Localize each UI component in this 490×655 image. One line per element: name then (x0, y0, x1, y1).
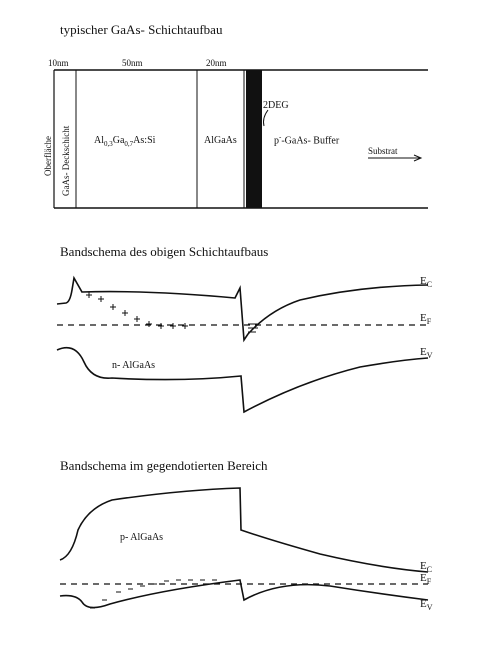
plus-charge (146, 321, 152, 327)
band-p-ec-symbol: E (420, 560, 427, 572)
surface-label: Oberfläche (43, 136, 53, 176)
buffer-layer-label (274, 133, 339, 146)
plus-charge (110, 304, 116, 310)
plus-charge (158, 323, 164, 329)
plus-charge (170, 323, 176, 329)
band-p-ec-subscript: C (426, 565, 433, 575)
substrate-label: Substrat (368, 146, 398, 156)
band-p-ef-label (420, 572, 431, 586)
doped-layer-as-si: As:Si (133, 135, 156, 146)
layer-diagram-title: typischer GaAs- Schichtaufbau (60, 22, 223, 37)
buffer-prefix: p (274, 135, 279, 147)
plus-charge (86, 292, 92, 298)
plus-charge (122, 310, 128, 316)
twodeg-bar (246, 70, 262, 208)
plus-charge (134, 316, 140, 322)
band-n-region-label: n- AlGaAs (112, 360, 156, 371)
thickness-label-cap: 10nm (48, 58, 69, 68)
doped-layer-al: Al (94, 135, 104, 146)
band-p-ef-subscript: F (426, 577, 432, 587)
doped-layer-ga: Ga (112, 135, 125, 146)
twodeg-label: 2DEG (263, 100, 289, 111)
band-n-ef-symbol: E (420, 312, 427, 324)
doped-layer-al-fraction: 0,3 (104, 140, 113, 148)
band-n-ec-symbol: E (420, 275, 427, 287)
band-n-ec-label (420, 275, 432, 289)
band-n-ev-subscript: V (426, 351, 433, 361)
cap-layer-label: GaAs- Deckschicht (61, 125, 71, 196)
spacer-layer-label: AlGaAs (204, 135, 237, 146)
doped-layer-ga-fraction: 0,7 (124, 140, 134, 148)
buffer-name: -GaAs- Buffer (281, 135, 340, 147)
plus-charge (98, 296, 104, 302)
band-p-ef-symbol: E (420, 572, 427, 584)
band-n-ef-subscript: F (426, 317, 432, 327)
band-p-conduction-band (60, 488, 428, 572)
band-n-valence-band (57, 348, 428, 412)
band-n-title: Bandschema des obigen Schichtaufbaus (60, 244, 269, 259)
band-n-ev-label (420, 346, 433, 360)
band-p-ev-label (420, 598, 433, 612)
band-p-region-label: p- AlGaAs (120, 532, 164, 543)
band-p-ev-subscript: V (426, 603, 433, 613)
buffer-doping-sign: - (279, 133, 282, 141)
thickness-label-doped: 50nm (122, 58, 143, 68)
band-n-ec-subscript: C (426, 280, 433, 290)
band-n-curves (57, 278, 428, 412)
twodeg-arrow (264, 110, 269, 126)
plus-charge (182, 323, 188, 329)
doped-layer-label (94, 135, 155, 148)
band-p-curves (60, 488, 428, 608)
band-p-ev-symbol: E (420, 598, 427, 610)
thickness-label-spacer: 20nm (206, 58, 227, 68)
band-n-ev-symbol: E (420, 346, 427, 358)
band-n-ef-label (420, 312, 431, 326)
band-p-title: Bandschema im gegendotierten Bereich (60, 458, 268, 473)
